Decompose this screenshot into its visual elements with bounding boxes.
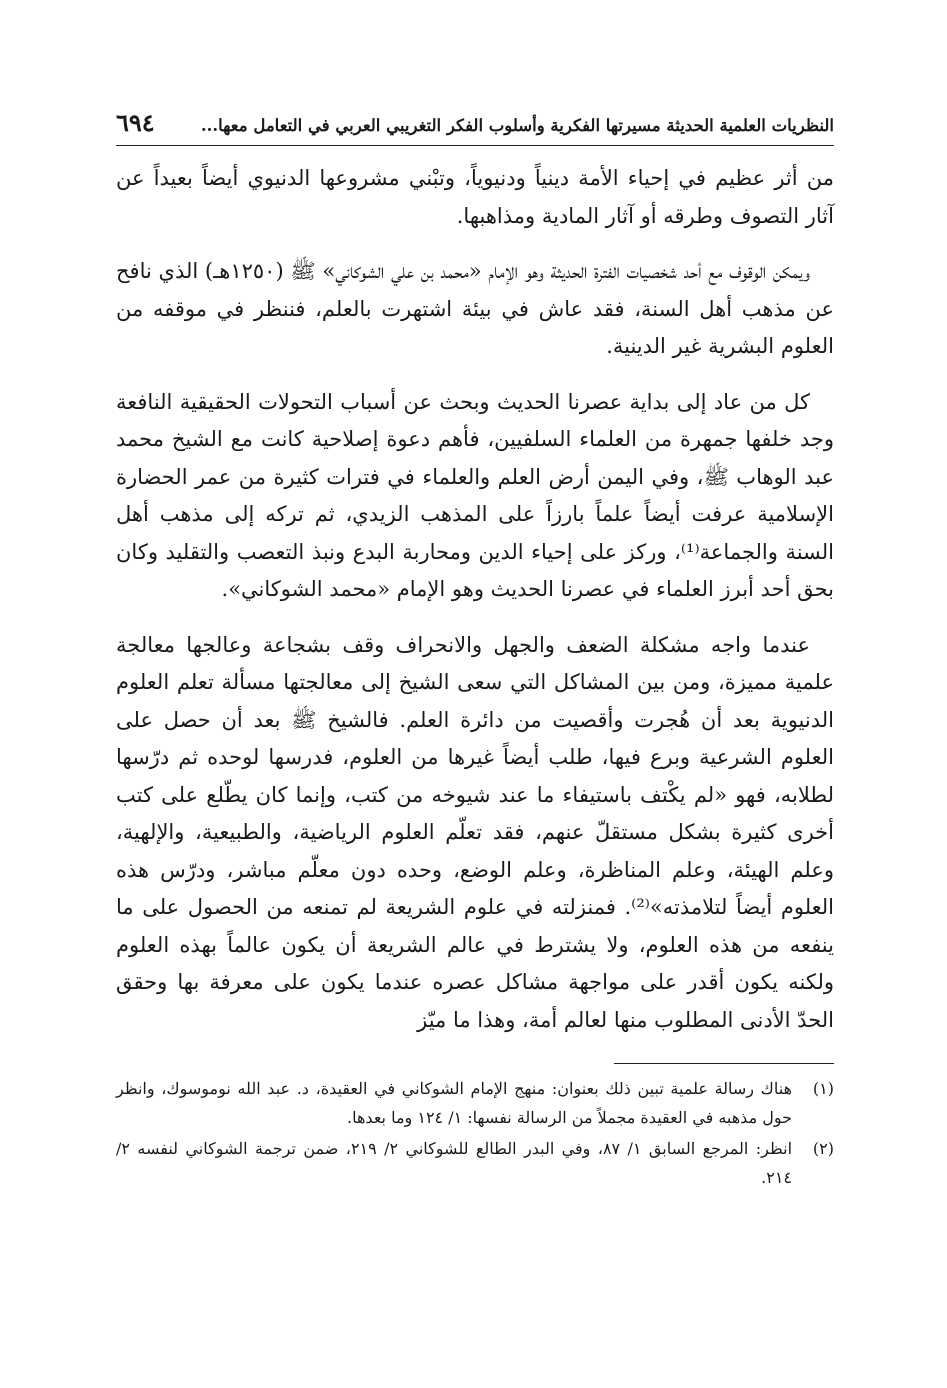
paragraph-4: عندما واجه مشكلة الضعف والجهل والانحراف وقف بشجاعة وعالجها معالجة علمية مميزة، ومن بين المشاكل التي سعى الشيخ إلى معالجتها مسألة تعلم العلوم الدنيوية بعد أن هُجرت وأقصيت من دائرة العلم. فالشيخ ﷺ بعد أن حصل على العلوم الشرعية وبرع فيها، طلب أيضاً غيرها من العلوم، فدرسها لوحده ثم درّسها لطلابه، فهو «لم يكْتف باستيفاء ما عند شيوخه من كتب، وإنما كان يطّلع على كتب أخرى كثيرة بشكل مستقلّ عنهم، فقد تعلّم العلوم الرياضية، والطبيعية، والإلهية، وعلم الهيئة، وعلم المناظرة، وعلم الوضع، وحده دون معلّم مباشر، ودرّس هذه العلوم أيضاً لتلامذته»⁽²⁾. فمنزلته في علوم الشريعة لم تمنعه من الحصول على ما ينفعه من هذه العلوم، ولا يشترط في عالم الشريعة أن يكون عالماً بهذه العلوم ولكنه يكون أقدر على مواجهة مشاكل عصره عندما يكون على معرفة بها وحقق الحدّ الأدنى المطلوب منها لعالم أمة، وهذا ما ميّز — [116, 632, 835, 1032]
footnote-1-text: هناك رسالة علمية تبين ذلك بعنوان: منهج الإمام الشوكاني في العقيدة، د. عبد الله نوموسوك، وانظر حول مذهبه في العقيدة مجملاً من الرسالة نفسها: ١/ ١٢٤ وما بعدها. — [116, 1079, 793, 1127]
footnote-1 — [116, 1074, 834, 1132]
footnote-1-mark: (١) — [812, 1079, 834, 1098]
page-number: ٦٩٤ — [116, 108, 155, 137]
footnote-2-mark: (٢) — [812, 1139, 834, 1158]
book-page — [116, 108, 834, 1194]
paragraph-2: ويمكن الوقوف مع أحد شخصيات الفترة الحديثة وهو الإمام «محمد بن علي الشوكاني» ﷺ (١٢٥٠هـ) الذي نافح عن مذهب أهل السنة، فقد عاش في بيئة اشتهرت بالعلم، فننظر في موقفه من العلوم البشرية غير الدينية. — [116, 259, 834, 358]
running-header — [116, 108, 834, 146]
body-text — [116, 160, 834, 1039]
footnote-2 — [116, 1134, 834, 1192]
footnotes — [116, 1074, 834, 1192]
header-title: النظريات العلمية الحديثة مسيرتها الفكرية وأسلوب الفكر التغريبي العربي في التعامل معها... — [200, 116, 834, 135]
paragraph-1: من أثر عظيم في إحياء الأمة دينياً ودنيوياً، وتبْني مشروعها الدنيوي أيضاً بعيداً عن آثار التصوف وطرقه أو آثار المادية ومذاهبها. — [116, 166, 834, 228]
footnote-divider — [614, 1063, 834, 1064]
paragraph-3: كل من عاد إلى بداية عصرنا الحديث وبحث عن أسباب التحولات الحقيقية النافعة وجد خلفها جمهرة من العلماء السلفيين، فأهم دعوة إصلاحية كانت مع الشيخ محمد عبد الوهاب ﷺ، وفي اليمن أرض العلم والعلماء في فترات كثيرة من عمر الحضارة الإسلامية عرفت أيضاً علماً بارزاً على المذهب الزيدي، ثم تركه إلى مذهب أهل السنة والجماعة⁽¹⁾، وركز على إحياء الدين ومحاربة البدع ونبذ التعصب والتقليد وكان بحق أحد أبرز العلماء في عصرنا الحديث وهو الإمام «محمد الشوكاني». — [116, 389, 835, 601]
footnote-2-text: انظر: المرجع السابق ١/ ٨٧، وفي البدر الطالع للشوكاني ٢/ ٢١٩، ضمن ترجمة الشوكاني لنفسه ٢/ ٢١٤. — [116, 1139, 793, 1187]
